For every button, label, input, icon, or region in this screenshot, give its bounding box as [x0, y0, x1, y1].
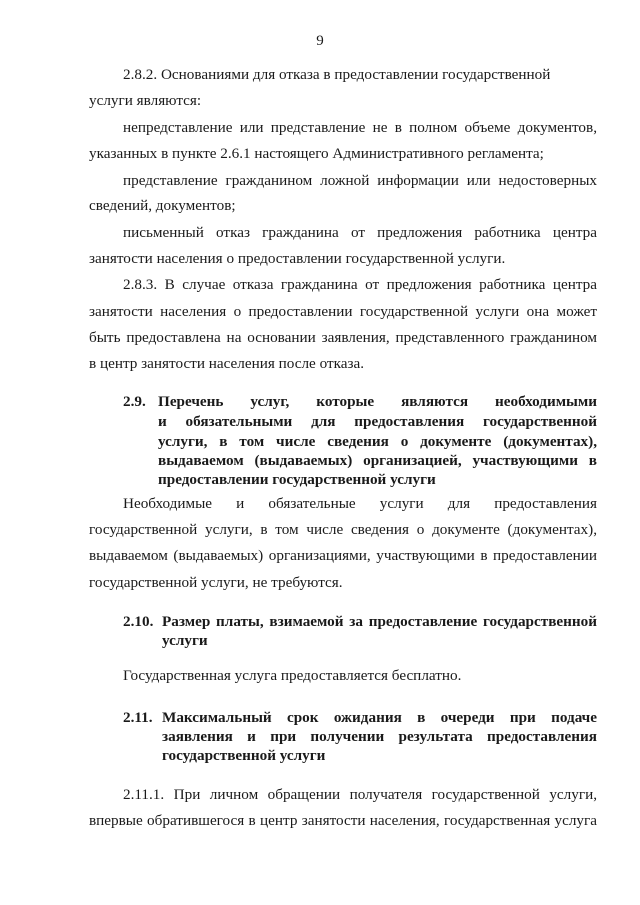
- paragraph-line: непредставление или представление не в полном объеме документов,: [123, 119, 597, 136]
- paragraph-line: 2.8.2. Основаниями для отказа в предоставлении государственной: [123, 66, 551, 83]
- paragraph-line: Необходимые и обязательные услуги для предоставления: [123, 495, 597, 512]
- heading-line: услуги, в том числе сведения о документе (документах),: [158, 433, 597, 450]
- paragraph-line: 2.8.3. В случае отказа гражданина от предложения работника центра: [123, 276, 597, 293]
- paragraph-line: сведений, документов;: [89, 197, 236, 214]
- section-number: 2.9.: [123, 393, 146, 410]
- paragraph-line: занятости населения о предоставлении государственной услуги.: [89, 250, 506, 267]
- section-number: 2.11.: [123, 709, 153, 726]
- heading-line: государственной услуги: [162, 747, 326, 764]
- paragraph-line: государственной услуги, не требуются.: [89, 574, 343, 591]
- paragraph-line: письменный отказ гражданина от предложения работника центра: [123, 224, 597, 241]
- heading-line: предоставлении государственной услуги: [158, 471, 436, 488]
- heading-line: Размер платы, взимаемой за предоставление государственной: [162, 613, 597, 630]
- paragraph-line: быть предоставлена на основании заявления, представленного гражданином: [89, 329, 597, 346]
- paragraph-line: занятости населения о предоставлении государственной услуги она может: [89, 303, 597, 320]
- heading-line: выдаваемом (выдаваемых) организацией, участвующими в: [158, 452, 597, 469]
- section-number: 2.10.: [123, 613, 154, 630]
- paragraph-line: услуги являются:: [89, 92, 202, 109]
- paragraph-line: указанных в пункте 2.6.1 настоящего Административного регламента;: [89, 145, 544, 162]
- paragraph-line: в центр занятости населения после отказа.: [89, 355, 365, 372]
- paragraph-line: государственной услуги, в том числе сведения о документе (документах),: [89, 521, 597, 538]
- paragraph-line: 2.11.1. При личном обращении получателя государственной услуги,: [123, 786, 597, 803]
- heading-line: заявления и при получении результата предоставления: [162, 728, 597, 745]
- heading-line: и обязательными для предоставления государственной: [158, 413, 597, 430]
- paragraph-line: выдаваемом (выдаваемых) организациями, участвующими в предоставлении: [89, 547, 597, 564]
- page-number: 9: [316, 33, 324, 49]
- heading-line: Максимальный срок ожидания в очереди при подаче: [162, 709, 597, 726]
- heading-line: услуги: [162, 632, 208, 649]
- paragraph-line: представление гражданином ложной информации или недостоверных: [123, 172, 597, 189]
- paragraph-line: впервые обратившегося в центр занятости населения, государственная услуга: [89, 812, 597, 829]
- paragraph-2-10: Государственная услуга предоставляется бесплатно.: [123, 667, 462, 684]
- heading-line: Перечень услуг, которые являются необходимыми: [158, 393, 597, 410]
